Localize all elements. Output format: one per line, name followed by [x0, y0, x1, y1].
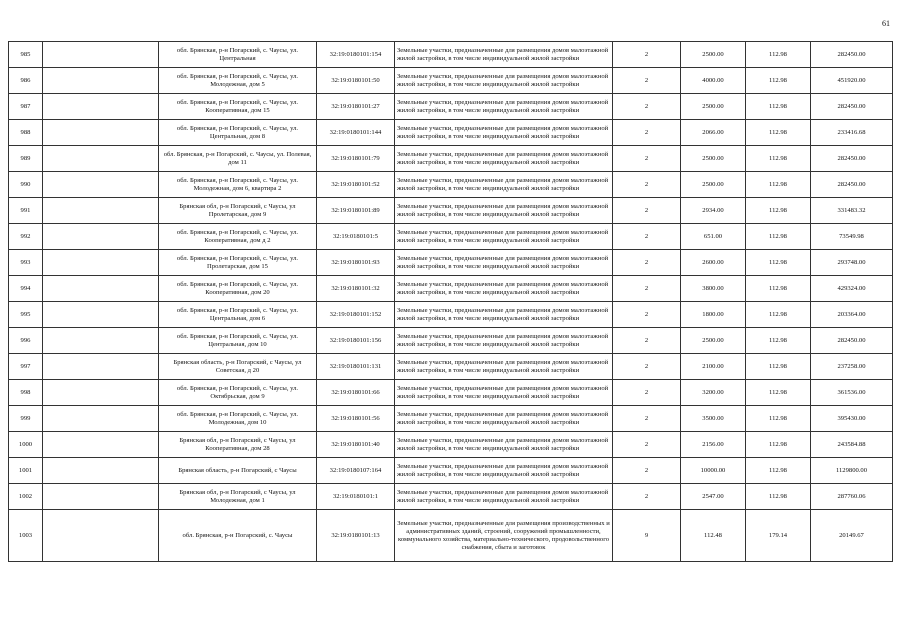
permitted-use-cell: Земельные участки, предназначенные для размещения домов малоэтажной жилой застройки, в том числе индивидуальной жилой застройки	[395, 458, 613, 484]
cadastral-number-cell: 32:19:0180101:144	[317, 120, 395, 146]
cadastral-value-cell: 282450.00	[811, 146, 893, 172]
blank-cell	[43, 302, 159, 328]
rate-cell: 112.98	[746, 146, 811, 172]
category-cell: 2	[613, 302, 681, 328]
rate-cell: 112.98	[746, 94, 811, 120]
table-row	[9, 458, 893, 484]
row-number-cell: 1000	[9, 432, 43, 458]
rate-cell: 112.98	[746, 458, 811, 484]
blank-cell	[43, 198, 159, 224]
address-cell: обл. Брянская, р-н Погарский, с. Чаусы, ул. Кооперативная, дом 15	[159, 94, 317, 120]
rate-cell: 112.98	[746, 120, 811, 146]
blank-cell	[43, 458, 159, 484]
blank-cell	[43, 354, 159, 380]
address-cell: Брянская область, р-н Погарский, с Чаусы	[159, 458, 317, 484]
category-cell: 2	[613, 224, 681, 250]
cadastral-number-cell: 32:19:0180101:66	[317, 380, 395, 406]
cadastral-number-cell: 32:19:0180101:32	[317, 276, 395, 302]
rate-cell: 112.98	[746, 406, 811, 432]
address-cell: обл. Брянская, р-н Погарский, с. Чаусы, ул. Октябрьская, дом 9	[159, 380, 317, 406]
cadastral-number-cell: 32:19:0180101:52	[317, 172, 395, 198]
area-cell: 651.00	[681, 224, 746, 250]
area-cell: 2156.00	[681, 432, 746, 458]
address-cell: обл. Брянская, р-н Погарский, с. Чаусы, ул. Кооперативная, дом д 2	[159, 224, 317, 250]
row-number-cell: 997	[9, 354, 43, 380]
cadastral-value-cell: 73549.98	[811, 224, 893, 250]
permitted-use-cell: Земельные участки, предназначенные для размещения домов малоэтажной жилой застройки, в том числе индивидуальной жилой застройки	[395, 120, 613, 146]
area-cell: 2600.00	[681, 250, 746, 276]
cadastral-value-cell: 203364.00	[811, 302, 893, 328]
address-cell: Брянская обл, р-н Погарский, с Чаусы, ул Кооперативная, дом 28	[159, 432, 317, 458]
permitted-use-cell: Земельные участки, предназначенные для размещения домов малоэтажной жилой застройки, в том числе индивидуальной жилой застройки	[395, 94, 613, 120]
permitted-use-cell: Земельные участки, предназначенные для размещения домов малоэтажной жилой застройки, в том числе индивидуальной жилой застройки	[395, 146, 613, 172]
area-cell: 2500.00	[681, 42, 746, 68]
rate-cell: 112.98	[746, 432, 811, 458]
area-cell: 3200.00	[681, 380, 746, 406]
table-row	[9, 406, 893, 432]
rate-cell: 112.98	[746, 172, 811, 198]
table-body	[9, 42, 893, 562]
category-cell: 2	[613, 120, 681, 146]
page-number: 61	[882, 19, 890, 28]
category-cell: 2	[613, 406, 681, 432]
row-number-cell: 998	[9, 380, 43, 406]
cadastral-number-cell: 32:19:0180101:5	[317, 224, 395, 250]
rate-cell: 112.98	[746, 354, 811, 380]
blank-cell	[43, 328, 159, 354]
cadastral-number-cell: 32:19:0180101:131	[317, 354, 395, 380]
permitted-use-cell: Земельные участки, предназначенные для размещения домов малоэтажной жилой застройки, в том числе индивидуальной жилой застройки	[395, 172, 613, 198]
permitted-use-cell: Земельные участки, предназначенные для размещения домов малоэтажной жилой застройки, в том числе индивидуальной жилой застройки	[395, 276, 613, 302]
address-cell: Брянская обл, р-н Погарский, с Чаусы, ул Молодежная, дом 1	[159, 484, 317, 510]
cadastral-value-cell: 331483.32	[811, 198, 893, 224]
area-cell: 2547.00	[681, 484, 746, 510]
row-number-cell: 999	[9, 406, 43, 432]
cadastral-value-cell: 282450.00	[811, 42, 893, 68]
cadastral-value-cell: 429324.00	[811, 276, 893, 302]
area-cell: 2500.00	[681, 94, 746, 120]
area-cell: 2934.00	[681, 198, 746, 224]
permitted-use-cell: Земельные участки, предназначенные для размещения домов малоэтажной жилой застройки, в том числе индивидуальной жилой застройки	[395, 406, 613, 432]
cadastral-number-cell: 32:19:0180101:50	[317, 68, 395, 94]
address-cell: обл. Брянская, р-н Погарский, с. Чаусы, ул. Пролетарская, дом 15	[159, 250, 317, 276]
row-number-cell: 996	[9, 328, 43, 354]
row-number-cell: 985	[9, 42, 43, 68]
cadastral-value-cell: 451920.00	[811, 68, 893, 94]
cadastral-value-cell: 237258.00	[811, 354, 893, 380]
cadastral-number-cell: 32:19:0180101:156	[317, 328, 395, 354]
permitted-use-cell: Земельные участки, предназначенные для размещения домов малоэтажной жилой застройки, в том числе индивидуальной жилой застройки	[395, 328, 613, 354]
table-row	[9, 120, 893, 146]
area-cell: 2100.00	[681, 354, 746, 380]
area-cell: 10000.00	[681, 458, 746, 484]
row-number-cell: 992	[9, 224, 43, 250]
category-cell: 2	[613, 458, 681, 484]
table-row	[9, 94, 893, 120]
rate-cell: 112.98	[746, 68, 811, 94]
blank-cell	[43, 120, 159, 146]
address-cell: Брянская область, р-н Погарский, с Чаусы, ул Советская, д 20	[159, 354, 317, 380]
area-cell: 2066.00	[681, 120, 746, 146]
address-cell: обл. Брянская, р-н Погарский, с. Чаусы, ул. Полевая, дом 11	[159, 146, 317, 172]
address-cell: обл. Брянская, р-н Погарский, с. Чаусы, ул. Центральная, дом 8	[159, 120, 317, 146]
row-number-cell: 993	[9, 250, 43, 276]
cadastral-number-cell: 32:19:0180101:152	[317, 302, 395, 328]
rate-cell: 112.98	[746, 484, 811, 510]
blank-cell	[43, 224, 159, 250]
category-cell: 2	[613, 276, 681, 302]
permitted-use-cell: Земельные участки, предназначенные для размещения домов малоэтажной жилой застройки, в том числе индивидуальной жилой застройки	[395, 68, 613, 94]
category-cell: 2	[613, 94, 681, 120]
table-row	[9, 276, 893, 302]
rate-cell: 112.98	[746, 328, 811, 354]
cadastral-value-cell: 287760.06	[811, 484, 893, 510]
blank-cell	[43, 276, 159, 302]
permitted-use-cell: Земельные участки, предназначенные для размещения домов малоэтажной жилой застройки, в том числе индивидуальной жилой застройки	[395, 432, 613, 458]
cadastral-value-cell: 243584.88	[811, 432, 893, 458]
cadastral-number-cell: 32:19:0180101:40	[317, 432, 395, 458]
category-cell: 2	[613, 146, 681, 172]
cadastral-value-cell: 293748.00	[811, 250, 893, 276]
row-number-cell: 994	[9, 276, 43, 302]
rate-cell: 112.98	[746, 380, 811, 406]
address-cell: обл. Брянская, р-н Погарский, с. Чаусы, ул. Молодежная, дом 5	[159, 68, 317, 94]
category-cell: 9	[613, 510, 681, 562]
category-cell: 2	[613, 380, 681, 406]
row-number-cell: 1001	[9, 458, 43, 484]
table-row	[9, 146, 893, 172]
category-cell: 2	[613, 250, 681, 276]
cadastral-number-cell: 32:19:0180101:1	[317, 484, 395, 510]
permitted-use-cell: Земельные участки, предназначенные для размещения производственных и административных зданий, строений, сооружений промышленности, коммунального хозяйства, материально-технического, продовольственного снабжения, сбыта и заготовок	[395, 510, 613, 562]
category-cell: 2	[613, 432, 681, 458]
cadastral-number-cell: 32:19:0180101:154	[317, 42, 395, 68]
land-registry-table	[8, 41, 893, 562]
address-cell: обл. Брянская, р-н Погарский, с. Чаусы, ул. Центральная, дом 10	[159, 328, 317, 354]
blank-cell	[43, 42, 159, 68]
area-cell: 3800.00	[681, 276, 746, 302]
blank-cell	[43, 146, 159, 172]
address-cell: обл. Брянская, р-н Погарский, с. Чаусы, ул. Молодежная, дом 10	[159, 406, 317, 432]
table-row	[9, 484, 893, 510]
address-cell: обл. Брянская, р-н Погарский, с. Чаусы, ул. Молодежная, дом 6, квартира 2	[159, 172, 317, 198]
permitted-use-cell: Земельные участки, предназначенные для размещения домов малоэтажной жилой застройки, в том числе индивидуальной жилой застройки	[395, 224, 613, 250]
row-number-cell: 989	[9, 146, 43, 172]
blank-cell	[43, 380, 159, 406]
table-row	[9, 224, 893, 250]
table-row	[9, 172, 893, 198]
table-row	[9, 510, 893, 562]
blank-cell	[43, 172, 159, 198]
cadastral-number-cell: 32:19:0180101:13	[317, 510, 395, 562]
table-row	[9, 328, 893, 354]
rate-cell: 179.14	[746, 510, 811, 562]
category-cell: 2	[613, 42, 681, 68]
table-row	[9, 354, 893, 380]
cadastral-value-cell: 1129800.00	[811, 458, 893, 484]
area-cell: 2500.00	[681, 172, 746, 198]
rate-cell: 112.98	[746, 250, 811, 276]
area-cell: 112.48	[681, 510, 746, 562]
address-cell: обл. Брянская, р-н Погарский, с. Чаусы, ул. Кооперативная, дом 20	[159, 276, 317, 302]
area-cell: 2500.00	[681, 146, 746, 172]
rate-cell: 112.98	[746, 42, 811, 68]
cadastral-value-cell: 20149.67	[811, 510, 893, 562]
cadastral-number-cell: 32:19:0180107:164	[317, 458, 395, 484]
permitted-use-cell: Земельные участки, предназначенные для размещения домов малоэтажной жилой застройки, в том числе индивидуальной жилой застройки	[395, 354, 613, 380]
category-cell: 2	[613, 484, 681, 510]
category-cell: 2	[613, 354, 681, 380]
blank-cell	[43, 406, 159, 432]
cadastral-number-cell: 32:19:0180101:27	[317, 94, 395, 120]
permitted-use-cell: Земельные участки, предназначенные для размещения домов малоэтажной жилой застройки, в том числе индивидуальной жилой застройки	[395, 380, 613, 406]
permitted-use-cell: Земельные участки, предназначенные для размещения домов малоэтажной жилой застройки, в том числе индивидуальной жилой застройки	[395, 250, 613, 276]
table-row	[9, 302, 893, 328]
table-row	[9, 380, 893, 406]
row-number-cell: 1002	[9, 484, 43, 510]
cadastral-value-cell: 282450.00	[811, 328, 893, 354]
cadastral-number-cell: 32:19:0180101:79	[317, 146, 395, 172]
cadastral-number-cell: 32:19:0180101:56	[317, 406, 395, 432]
blank-cell	[43, 94, 159, 120]
cadastral-number-cell: 32:19:0180101:89	[317, 198, 395, 224]
rate-cell: 112.98	[746, 224, 811, 250]
table-row	[9, 68, 893, 94]
table-row	[9, 42, 893, 68]
category-cell: 2	[613, 172, 681, 198]
row-number-cell: 986	[9, 68, 43, 94]
row-number-cell: 991	[9, 198, 43, 224]
cadastral-number-cell: 32:19:0180101:93	[317, 250, 395, 276]
rate-cell: 112.98	[746, 276, 811, 302]
area-cell: 3500.00	[681, 406, 746, 432]
category-cell: 2	[613, 328, 681, 354]
category-cell: 2	[613, 198, 681, 224]
cadastral-value-cell: 282450.00	[811, 94, 893, 120]
table-row	[9, 250, 893, 276]
address-cell: Брянская обл, р-н Погарский, с Чаусы, ул Пролетарская, дом 9	[159, 198, 317, 224]
row-number-cell: 990	[9, 172, 43, 198]
row-number-cell: 995	[9, 302, 43, 328]
area-cell: 1800.00	[681, 302, 746, 328]
blank-cell	[43, 432, 159, 458]
row-number-cell: 987	[9, 94, 43, 120]
cadastral-value-cell: 361536.00	[811, 380, 893, 406]
rate-cell: 112.98	[746, 198, 811, 224]
address-cell: обл. Брянская, р-н Погарский, с. Чаусы	[159, 510, 317, 562]
blank-cell	[43, 484, 159, 510]
blank-cell	[43, 250, 159, 276]
category-cell: 2	[613, 68, 681, 94]
table-row	[9, 198, 893, 224]
cadastral-value-cell: 282450.00	[811, 172, 893, 198]
permitted-use-cell: Земельные участки, предназначенные для размещения домов малоэтажной жилой застройки, в том числе индивидуальной жилой застройки	[395, 198, 613, 224]
address-cell: обл. Брянская, р-н Погарский, с. Чаусы, ул. Центральная	[159, 42, 317, 68]
permitted-use-cell: Земельные участки, предназначенные для размещения домов малоэтажной жилой застройки, в том числе индивидуальной жилой застройки	[395, 42, 613, 68]
address-cell: обл. Брянская, р-н Погарский, с. Чаусы, ул. Центральная, дом 6	[159, 302, 317, 328]
table-row	[9, 432, 893, 458]
blank-cell	[43, 510, 159, 562]
blank-cell	[43, 68, 159, 94]
area-cell: 4000.00	[681, 68, 746, 94]
cadastral-value-cell: 233416.68	[811, 120, 893, 146]
permitted-use-cell: Земельные участки, предназначенные для размещения домов малоэтажной жилой застройки, в том числе индивидуальной жилой застройки	[395, 302, 613, 328]
area-cell: 2500.00	[681, 328, 746, 354]
row-number-cell: 988	[9, 120, 43, 146]
permitted-use-cell: Земельные участки, предназначенные для размещения домов малоэтажной жилой застройки, в том числе индивидуальной жилой застройки	[395, 484, 613, 510]
cadastral-value-cell: 395430.00	[811, 406, 893, 432]
row-number-cell: 1003	[9, 510, 43, 562]
rate-cell: 112.98	[746, 302, 811, 328]
